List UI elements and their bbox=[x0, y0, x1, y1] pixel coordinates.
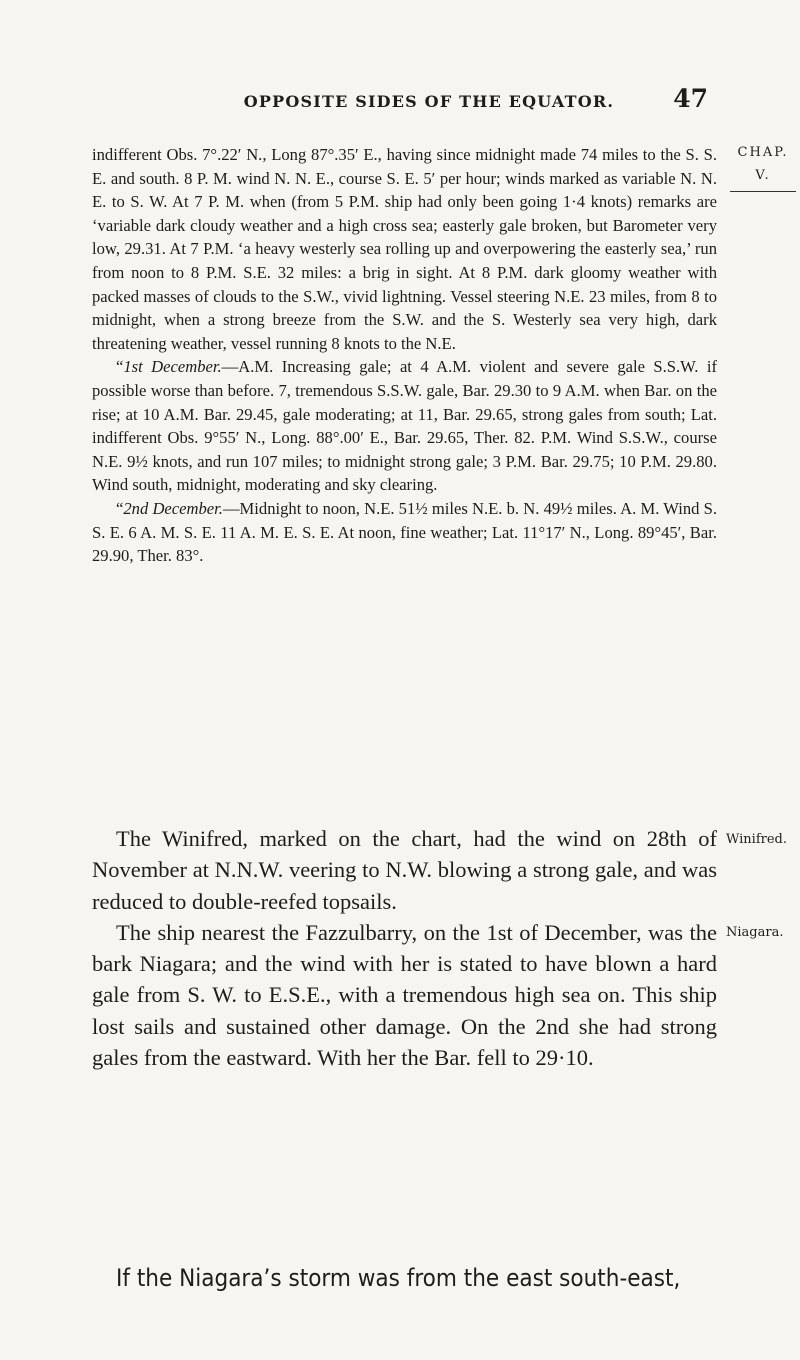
log-paragraph-1: indifferent Obs. 7°.22′ N., Long 87°.35′ E., having since midnight made 74 miles to the S. S. E. and south. 8 P. M. wind N. N. E., course S. E. 5′ per hour; winds marked as variable N. N. E. to S. W. At 7 P. M. when (from 5 P.M. ship had only been going 1·4 knots) remarks are ‘variable dark cloudy weather and a high cross sea; easterly gale broken, but Barometer very low, 29.31. At 7 P.M. ‘a heavy westerly sea rolling up and overpowering the easterly sea,’ run from noon to 8 P.M. S.E. 32 miles: a brig in sight. At 8 P.M. dark gloomy weather with packed masses of clouds to the S.W., vivid lightning. Vessel steering N.E. 23 miles, from 8 to midnight, when a strong breeze from the S.W. and the S. Westerly sea very high, dark threatening weather, vessel running 8 knots to the N.E. bbox=[92, 145, 717, 353]
page-header bbox=[150, 86, 708, 120]
log-entry-1st-december: —A.M. Increasing gale; at 4 A.M. violent and severe gale S.S.W. if possible worse than before. 7, tremendous S.S.W. gale, Bar. 29.30 to 9 A.M. when Bar. on the rise; at 10 A.M. Bar. 29.45, gale moderating; at 11, Bar. 29.65, strong gales from south; Lat. indifferent Obs. 9°55′ N., Long. 88°.00′ E., Bar. 29.65, Ther. 82. P.M. Wind S.S.W., course N.E. 9½ knots, and run 107 miles; to midnight strong gale; 3 P.M. Bar. 29.75; 10 P.M. 29.80. Wind south, midnight, moderating and sky clearing. bbox=[92, 357, 717, 495]
final-line: If the Niagara’s storm was from the east south-east, bbox=[116, 1264, 681, 1292]
side-note-niagara: Niagara. bbox=[726, 925, 784, 940]
chapter-number: V. bbox=[755, 168, 771, 183]
body-paragraph-winifred: The Winifred, marked on the chart, had the wind on 28th of November at N.N.W. veering to N.W. blowing a strong gale, and was reduced to double-reefed topsails. bbox=[92, 826, 717, 914]
log-date-2nd-december: 2nd December. bbox=[123, 498, 223, 518]
log-paragraph-3: “2nd December.—Midnight to noon, N.E. 51½ miles N.E. b. N. 49½ miles. A. M. Wind S. S. E. 6 A. M. S. E. 11 A. M. E. S. E. At noon, fine weather; Lat. 11°17′ N., Long. 89°45′, Bar. 29.90, Ther. 83°. bbox=[92, 498, 717, 566]
chapter-marker bbox=[727, 141, 799, 192]
running-head: OPPOSITE SIDES OF THE EQUATOR. bbox=[243, 92, 615, 111]
chapter-label: CHAP. bbox=[737, 145, 789, 160]
body-paragraph-niagara: The ship nearest the Fazzulbarry, on the 1st of December, was the bark Niagara; and the wind with her is stated to have blown a hard gale from S. W. to E.S.E., with a tremendous high sea on. This ship lost sails and sustained other damage. On the 2nd she had strong gales from the eastward. With her the Bar. fell to 29·10. bbox=[92, 919, 717, 1071]
log-date-1st-december: 1st December. bbox=[123, 357, 222, 377]
log-paragraph-2: “1st December.—A.M. Increasing gale; at 4 A.M. violent and severe gale S.S.W. if possible worse than before. 7, tremendous S.S.W. gale, Bar. 29.30 to 9 A.M. when Bar. on the rise; at 10 A.M. Bar. 29.45, gale moderating; at 11, Bar. 29.65, strong gales from south; Lat. indifferent Obs. 9°55′ N., Long. 88°.00′ E., Bar. 29.65, Ther. 82. P.M. Wind S.S.W., course N.E. 9½ knots, and run 107 miles; to midnight strong gale; 3 P.M. Bar. 29.75; 10 P.M. 29.80. Wind south, midnight, moderating and sky clearing. bbox=[92, 357, 717, 495]
log-entry-2nd-december: —Midnight to noon, N.E. 51½ miles N.E. b. N. 49½ miles. A. M. Wind S. S. E. 6 A. M. S. E. 11 A. M. E. S. E. At noon, fine weather; Lat. 11°17′ N., Long. 89°45′, Bar. 29.90, Ther. 83°. bbox=[92, 498, 717, 566]
log-extract bbox=[92, 143, 717, 568]
main-text bbox=[92, 823, 717, 1073]
chapter-rule bbox=[730, 191, 796, 192]
side-note-winifred: Winifred. bbox=[726, 832, 787, 847]
page-number: 47 bbox=[673, 84, 708, 113]
